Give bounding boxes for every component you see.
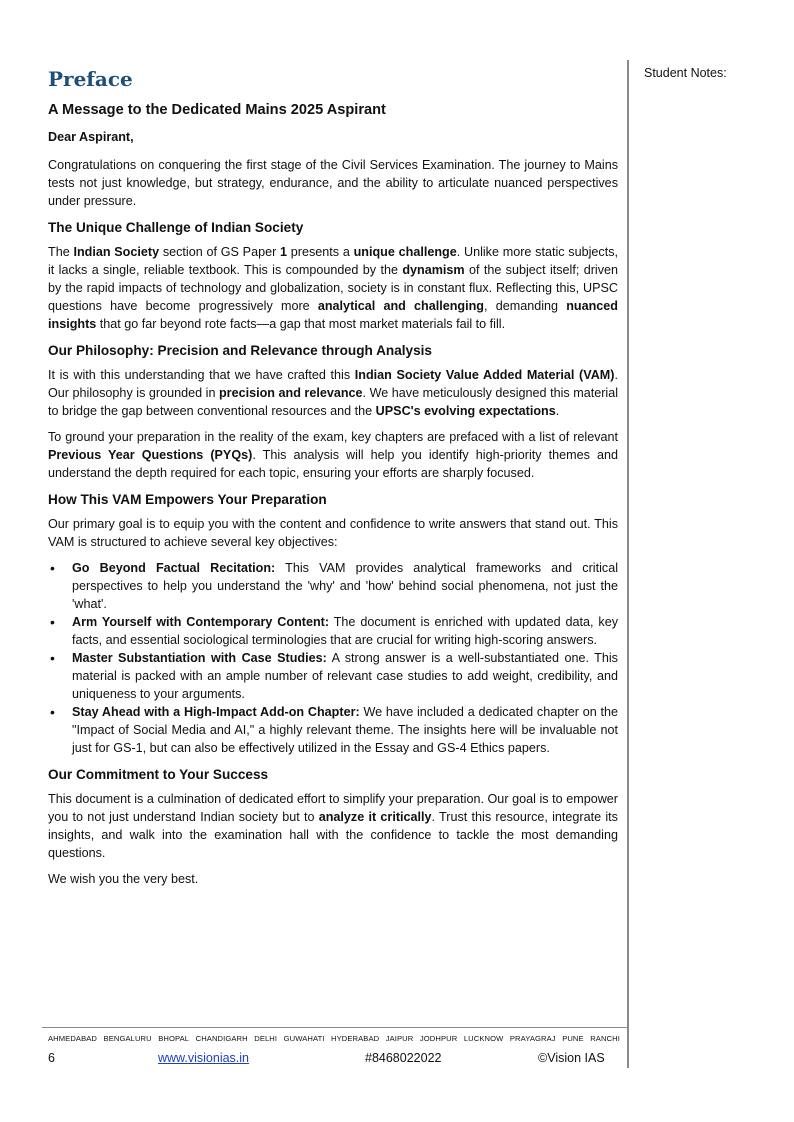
list-item: • Master Substantiation with Case Studies: A strong answer is a well-substantiated one. This material is packed with an ample number of relevant case studies to add weight, credibility, and uniqueness to your arguments. (48, 649, 618, 703)
footer-city: BHOPAL (158, 1034, 190, 1043)
section-heading-commitment: Our Commitment to Your Success (48, 767, 269, 782)
footer-cities (48, 1034, 620, 1043)
page-number: 6 (48, 1051, 55, 1065)
greeting: Dear Aspirant, (48, 130, 134, 144)
footer-divider (42, 1027, 627, 1028)
footer-city: RANCHI (590, 1034, 620, 1043)
phone-number: #8468022022 (365, 1051, 442, 1065)
challenge-paragraph: The Indian Society section of GS Paper 1 presents a unique challenge. Unlike more static subjects, it lacks a single, reliable textbook. This is compounded by the dynamism of the subject itself; driven by the rapid impacts of technology and globalization, society is in constant flux. Reflecting this, UPSC questions have become progressively more analytical and challenging, demanding nuanced insights that go far beyond rote facts—a gap that most market materials fail to fill. (48, 245, 619, 331)
section-heading-vam: How This VAM Empowers Your Preparation (48, 492, 327, 507)
footer-city: DELHI (254, 1034, 278, 1043)
list-item: • Go Beyond Factual Recitation: This VAM provides analytical frameworks and critical perspectives to help you understand the 'why' and 'how' behind social phenomena, not just the 'what'. (48, 559, 618, 613)
list-item: • Arm Yourself with Contemporary Content: The document is enriched with updated data, key facts, and essential sociological terminologies that are crucial for writing high-scoring answers. (48, 613, 618, 649)
footer-city: JODHPUR (419, 1034, 458, 1043)
subtitle: A Message to the Dedicated Mains 2025 Aspirant (48, 102, 386, 118)
philosophy-paragraph-1: It is with this understanding that we have crafted this Indian Society Value Added Material (VAM). Our philosophy is grounded in precision and relevance. We have meticulously designed this material to bridge the gap between conventional resources and the UPSC's evolving expectations. (48, 368, 618, 418)
footer-city: GUWAHATI (283, 1034, 325, 1043)
footer-city: LUCKNOW (463, 1034, 504, 1043)
footer-city: HYDERABAD (331, 1034, 380, 1043)
list-item: • Stay Ahead with a High-Impact Add-on Chapter: We have included a dedicated chapter on the "Impact of Social Media and AI," a highly relevant theme. The insights here will be invaluable not just for GS-1, but can also be effectively utilized in the Essay and GS-4 Ethics papers. (48, 703, 618, 757)
footer-city: AHMEDABAD (48, 1034, 98, 1043)
commitment-paragraph: This document is a culmination of dedicated effort to simplify your preparation. Our goal is to empower you to not just understand Indian society but to analyze it critically. Trust this resource, integrate its insights, and walk into the examination hall with the confidence to tackle the most demanding questions. (48, 792, 618, 860)
main-content (48, 66, 618, 896)
page-title: Preface (48, 67, 133, 91)
section-heading-philosophy: Our Philosophy: Precision and Relevance through Analysis (48, 343, 432, 358)
copyright: ©Vision IAS (538, 1051, 605, 1065)
footer-city: JAIPUR (385, 1034, 414, 1043)
website-link[interactable]: www.visionias.in (158, 1051, 250, 1065)
objectives-list (48, 559, 618, 757)
notes-divider (627, 60, 629, 1068)
section-heading-challenge: The Unique Challenge of Indian Society (48, 220, 304, 235)
footer-city: PUNE (562, 1034, 584, 1043)
footer-city: PRAYAGRAJ (509, 1034, 556, 1043)
vam-intro-paragraph: Our primary goal is to equip you with the content and confidence to write answers that stand out. This VAM is structured to achieve several key objectives: (48, 517, 618, 549)
footer-city: BENGALURU (103, 1034, 152, 1043)
closing-line: We wish you the very best. (48, 872, 199, 886)
intro-paragraph: Congratulations on conquering the first stage of the Civil Services Examination. The journey to Mains tests not just knowledge, but strategy, endurance, and the ability to articulate nuanced perspectives under pressure. (48, 158, 618, 208)
philosophy-paragraph-2: To ground your preparation in the reality of the exam, key chapters are prefaced with a list of relevant Previous Year Questions (PYQs). This analysis will help you identify high-priority themes and understand the depth required for each topic, ensuring your efforts are sharply focused. (48, 430, 618, 480)
student-notes-label: Student Notes: (644, 66, 727, 80)
footer-city: CHANDIGARH (195, 1034, 248, 1043)
